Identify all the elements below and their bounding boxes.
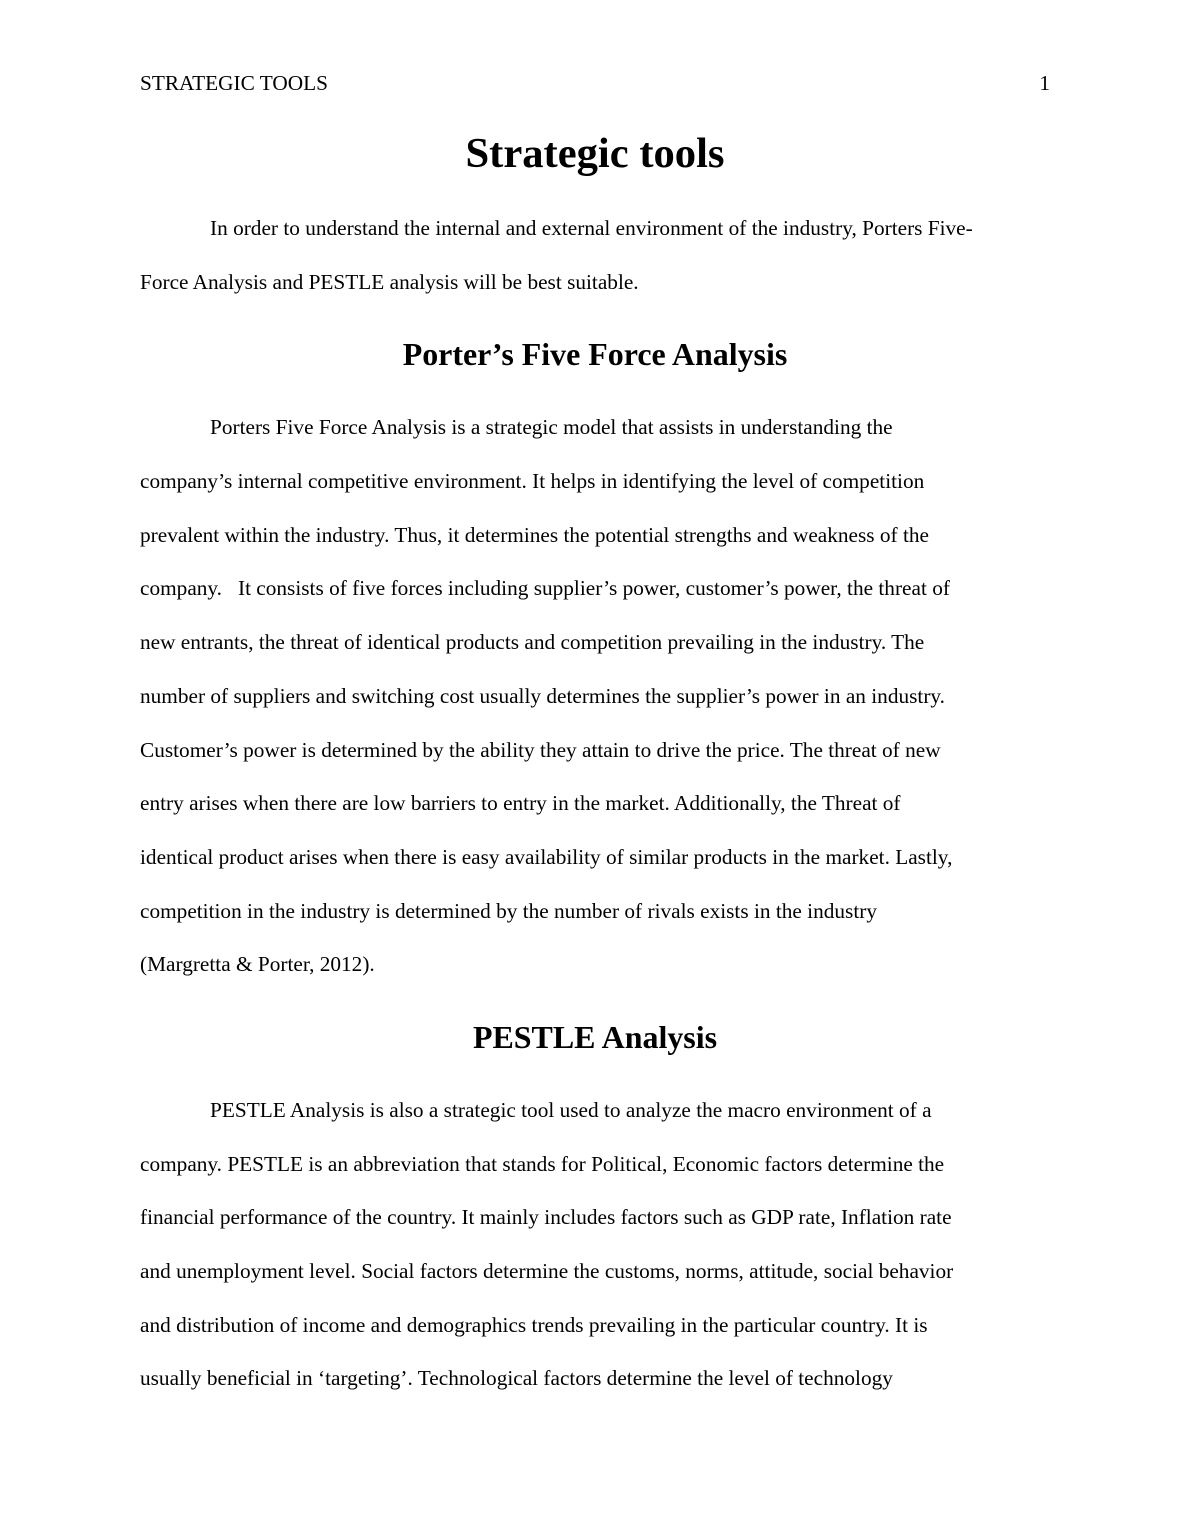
section-heading-pestle: PESTLE Analysis bbox=[472, 1019, 718, 1055]
pestle-paragraph bbox=[140, 1084, 1050, 1406]
spacer bbox=[140, 992, 1050, 1011]
page-header bbox=[140, 71, 1050, 99]
paragraph-line: company. PESTLE is an abbreviation that stands for Political, Economic factors determine the bbox=[140, 1151, 945, 1176]
porter-paragraph bbox=[140, 401, 1050, 992]
paragraph-line: and distribution of income and demographics trends prevailing in the particular country. It is bbox=[140, 1312, 928, 1337]
spacer bbox=[140, 1065, 1050, 1084]
paragraph-line: Force Analysis and PESTLE analysis will be best suitable. bbox=[140, 269, 639, 294]
spacer bbox=[140, 182, 1050, 202]
section-heading-porter: Porter’s Five Force Analysis bbox=[402, 337, 788, 373]
page-number: 1 bbox=[1039, 71, 1050, 95]
paragraph-line: Customer’s power is determined by the ability they attain to drive the price. The threat of new bbox=[140, 737, 941, 762]
spacer bbox=[140, 309, 1050, 328]
paragraph-line: entry arises when there are low barriers to entry in the market. Additionally, the Threat of bbox=[140, 791, 901, 816]
paragraph-line: company. It consists of five forces including supplier’s power, customer’s power, the threat of bbox=[140, 576, 950, 601]
paragraph-line: number of suppliers and switching cost usually determines the supplier’s power in an industry. bbox=[140, 683, 945, 708]
paragraph-line: identical product arises when there is easy availability of similar products in the market. Lastly, bbox=[140, 844, 953, 869]
intro-paragraph bbox=[140, 202, 1050, 309]
paragraph-line: new entrants, the threat of identical products and competition prevailing in the industry. The bbox=[140, 630, 925, 655]
paragraph-line: prevalent within the industry. Thus, it determines the potential strengths and weakness of the bbox=[140, 522, 929, 547]
paragraph-line: and unemployment level. Social factors determine the customs, norms, attitude, social behavior bbox=[140, 1259, 954, 1283]
spacer bbox=[140, 382, 1050, 401]
paragraph-line: financial performance of the country. It mainly includes factors such as GDP rate, Inflation rate bbox=[140, 1205, 952, 1230]
document-body bbox=[140, 126, 1050, 1406]
paragraph-line: PESTLE Analysis is also a strategic tool used to analyze the macro environment of a bbox=[210, 1097, 932, 1122]
paragraph-line: company’s internal competitive environment. It helps in identifying the level of competition bbox=[140, 469, 925, 494]
paragraph-line: competition in the industry is determined by the number of rivals exists in the industry bbox=[140, 898, 877, 923]
paragraph-line: In order to understand the internal and external environment of the industry, Porters Five- bbox=[210, 216, 973, 240]
running-head: STRATEGIC TOOLS bbox=[140, 71, 328, 95]
paragraph-line: usually beneficial in ‘targeting’. Technological factors determine the level of technology bbox=[140, 1366, 893, 1391]
paragraph-line: (Margretta & Porter, 2012). bbox=[140, 952, 375, 977]
document-title: Strategic tools bbox=[465, 130, 725, 177]
paragraph-line: Porters Five Force Analysis is a strategic model that assists in understanding the bbox=[210, 415, 893, 440]
